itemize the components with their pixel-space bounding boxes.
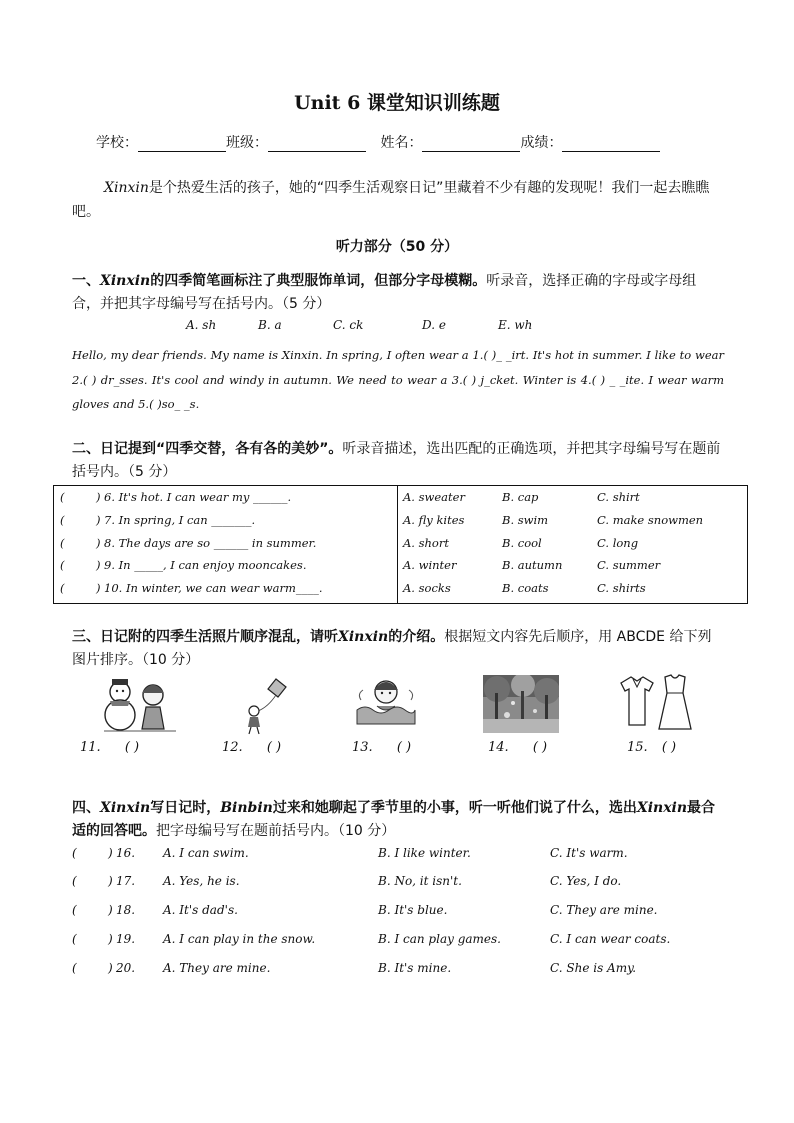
answer-bracket-open[interactable]: (: [72, 903, 77, 917]
picture-11-label: [80, 740, 139, 755]
answer-bracket-close: ): [108, 932, 113, 946]
q1-option: C. ck: [333, 318, 364, 332]
q2-option-c: C. make snowmen: [597, 513, 704, 527]
q4-number: 四、: [72, 800, 100, 816]
answer-bracket-close: ): [108, 903, 113, 917]
q2-option-b: B. coats: [502, 581, 549, 595]
q1-option: A. sh: [186, 318, 217, 332]
q4-name: Xinxin: [100, 800, 151, 816]
q4-number-label: 16.: [116, 846, 136, 860]
q4-option-a: A. I can play in the snow.: [163, 932, 316, 946]
q2-option-c: C. summer: [597, 558, 661, 572]
answer-bracket-open[interactable]: (: [60, 536, 65, 550]
q2-option-a: A. socks: [403, 581, 451, 595]
q4-name2: Binbin: [220, 800, 273, 816]
q4-row: [0, 903, 794, 923]
q3-name: Xinxin: [338, 629, 389, 645]
q4-number-label: 20.: [116, 961, 136, 975]
q3-heading-bold-end: 的介绍。: [388, 629, 445, 645]
q4-option-c: C. She is Amy.: [550, 961, 637, 975]
q2-option-a: A. winter: [403, 558, 457, 572]
picture-number: 14.: [488, 740, 509, 755]
q2-option-a: A. short: [403, 536, 449, 550]
picture-number: 13.: [352, 740, 373, 755]
q2-instruction: 听录音描述，选出匹配的正确选项，并把其字母编号写在题前括号内。（5 分）: [72, 441, 721, 480]
q4-option-a: A. I can swim.: [163, 846, 249, 860]
q4-heading: [72, 797, 724, 843]
class-label: 班级：: [226, 135, 268, 151]
score-label: 成绩：: [520, 135, 563, 151]
intro-text: 是个热爱生活的孩子，她的“四季生活观察日记”里藏着不少有趣的发现呢！我们一起去瞧瞧吧。: [72, 180, 710, 220]
answer-bracket-open[interactable]: (: [72, 961, 77, 975]
answer-bracket-close: ): [96, 536, 101, 550]
q4-option-b: B. It's blue.: [378, 903, 448, 917]
q1-instruction: 听录音，选择正确的字母或字母组合，并把其字母编号写在括号内。（5 分）: [72, 273, 697, 312]
shirt-dress-icon: [615, 673, 695, 731]
q1-option: B. a: [258, 318, 282, 332]
q1-option: D. e: [422, 318, 446, 332]
q3-heading-bold: 三、日记附的四季生活照片顺序混乱，请听: [72, 629, 338, 645]
intro-paragraph: [72, 176, 722, 224]
q1-option: E. wh: [498, 318, 533, 332]
q4-number-label: 18.: [116, 903, 136, 917]
q1-heading-bold: 的四季简笔画标注了典型服饰单词，但部分字母模糊。: [150, 273, 487, 289]
picture-12-label: [222, 740, 281, 755]
q1-heading: [72, 270, 724, 316]
q2-row: [0, 513, 794, 533]
school-field[interactable]: [138, 137, 226, 152]
picture-15-label: [627, 740, 676, 755]
q4-row: [0, 846, 794, 866]
q4-heading-bold: 写日记时，: [150, 800, 221, 816]
q4-instruction: 把字母编号写在题前括号内。（10 分）: [156, 823, 396, 839]
answer-bracket-open[interactable]: (: [60, 558, 65, 572]
q4-row: [0, 874, 794, 894]
q4-option-c: C. It's warm.: [550, 846, 628, 860]
q2-heading-bold: 二、日记提到“四季交替，各有各的美妙”。: [72, 441, 343, 457]
listening-section-header: 听力部分（50 分）: [335, 239, 459, 255]
answer-bracket-close: ): [108, 874, 113, 888]
q2-option-b: B. autumn: [502, 558, 563, 572]
q2-option-c: C. shirt: [597, 490, 640, 504]
q4-number-label: 17.: [116, 874, 136, 888]
answer-bracket-close: ): [96, 513, 101, 527]
q1-passage: Hello, my dear friends. My name is Xinxin. In spring, I often wear a 1.( )_ _irt. It's hot in summer. I like to wear 2.( ) dr_sses. It's cool and windy in autumn. We need to wear a 3.( ) j_cket. Winter is 4.( ) _ _ite. I wear warm gloves and 5.( )so_ _s.: [72, 348, 724, 411]
swimming-girl-icon: [355, 676, 417, 726]
kite-girl-icon: [240, 677, 290, 735]
name-label: 姓名：: [380, 135, 423, 151]
student-info-line: [96, 132, 660, 152]
answer-bracket-open[interactable]: (: [60, 490, 65, 504]
q2-stem: 8. The days are so ______ in summer.: [104, 536, 317, 550]
q2-option-a: A. sweater: [403, 490, 465, 504]
answer-bracket-open[interactable]: (: [60, 513, 65, 527]
q2-option-c: C. shirts: [597, 581, 646, 595]
q4-option-b: B. I can play games.: [378, 932, 501, 946]
q4-option-b: B. It's mine.: [378, 961, 452, 975]
picture-13-label: [352, 740, 411, 755]
class-field[interactable]: [268, 137, 366, 152]
q1-name: Xinxin: [100, 273, 151, 289]
q4-option-a: A. They are mine.: [163, 961, 271, 975]
q2-row: [0, 536, 794, 556]
page-title: Unit 6 课堂知识训练题: [294, 92, 500, 114]
q4-number-label: 19.: [116, 932, 136, 946]
intro-name: Xinxin: [104, 180, 149, 196]
answer-bracket-close: ): [108, 846, 113, 860]
q4-row: [0, 932, 794, 952]
q2-option-c: C. long: [597, 536, 639, 550]
q1-number: 一、: [72, 273, 100, 289]
snowman-kids-icon: [98, 677, 178, 733]
q2-option-a: A. fly kites: [403, 513, 465, 527]
q3-instruction: 根据短文内容先后顺序，用 ABCDE 给下列图片排序。（10 分）: [72, 629, 712, 668]
answer-bracket-open[interactable]: (: [72, 846, 77, 860]
q4-option-a: A. Yes, he is.: [163, 874, 240, 888]
picture-14-label: [488, 740, 547, 755]
school-label: 学校：: [96, 135, 138, 151]
picture-number: 12.: [222, 740, 243, 755]
picture-number: 11.: [80, 740, 101, 755]
q2-stem: 9. In _____, I can enjoy mooncakes.: [104, 558, 307, 572]
name-field[interactable]: [422, 137, 520, 152]
q2-heading: [72, 438, 724, 484]
q4-option-c: C. Yes, I do.: [550, 874, 622, 888]
answer-bracket-open[interactable]: (: [72, 932, 77, 946]
answer-bracket[interactable]: ( ): [124, 740, 140, 755]
q2-row: [0, 490, 794, 510]
autumn-forest-photo: [483, 675, 559, 733]
q4-option-b: B. I like winter.: [378, 846, 471, 860]
answer-bracket[interactable]: ( ): [266, 740, 282, 755]
q2-stem: 6. It's hot. I can wear my ______.: [104, 490, 292, 504]
answer-bracket-close: ): [96, 581, 101, 595]
q2-row: [0, 581, 794, 601]
answer-bracket[interactable]: ( ): [661, 740, 677, 755]
q2-stem: 10. In winter, we can wear warm____.: [104, 581, 323, 595]
q1-options: [0, 318, 794, 336]
q4-option-a: A. It's dad's.: [163, 903, 238, 917]
score-field[interactable]: [562, 137, 660, 152]
q4-name3: Xinxin: [636, 800, 688, 816]
answer-bracket-open[interactable]: (: [60, 581, 65, 595]
q4-option-b: B. No, it isn't.: [378, 874, 462, 888]
q4-heading-bold-2: 过来和她聊起了季节里的小事，听一听他们说了什么，选出: [272, 800, 637, 816]
answer-bracket-close: ): [108, 961, 113, 975]
q2-option-b: B. cool: [502, 536, 542, 550]
q3-heading: [72, 626, 724, 672]
q2-rows: [0, 488, 794, 603]
answer-bracket-open[interactable]: (: [72, 874, 77, 888]
q2-row: [0, 558, 794, 578]
q4-row: [0, 961, 794, 981]
q4-option-c: C. I can wear coats.: [550, 932, 671, 946]
answer-bracket-close: ): [96, 490, 101, 504]
q4-heading-bold-3: 最合适的回答吧。: [72, 800, 716, 839]
q4-rows: [0, 846, 794, 986]
q2-option-b: B. swim: [502, 513, 549, 527]
answer-bracket-close: ): [96, 558, 101, 572]
q2-stem: 7. In spring, I can _______.: [104, 513, 256, 527]
answer-bracket[interactable]: ( ): [396, 740, 412, 755]
q4-option-c: C. They are mine.: [550, 903, 658, 917]
answer-bracket[interactable]: ( ): [532, 740, 548, 755]
picture-number: 15.: [627, 740, 648, 755]
q2-option-b: B. cap: [502, 490, 539, 504]
